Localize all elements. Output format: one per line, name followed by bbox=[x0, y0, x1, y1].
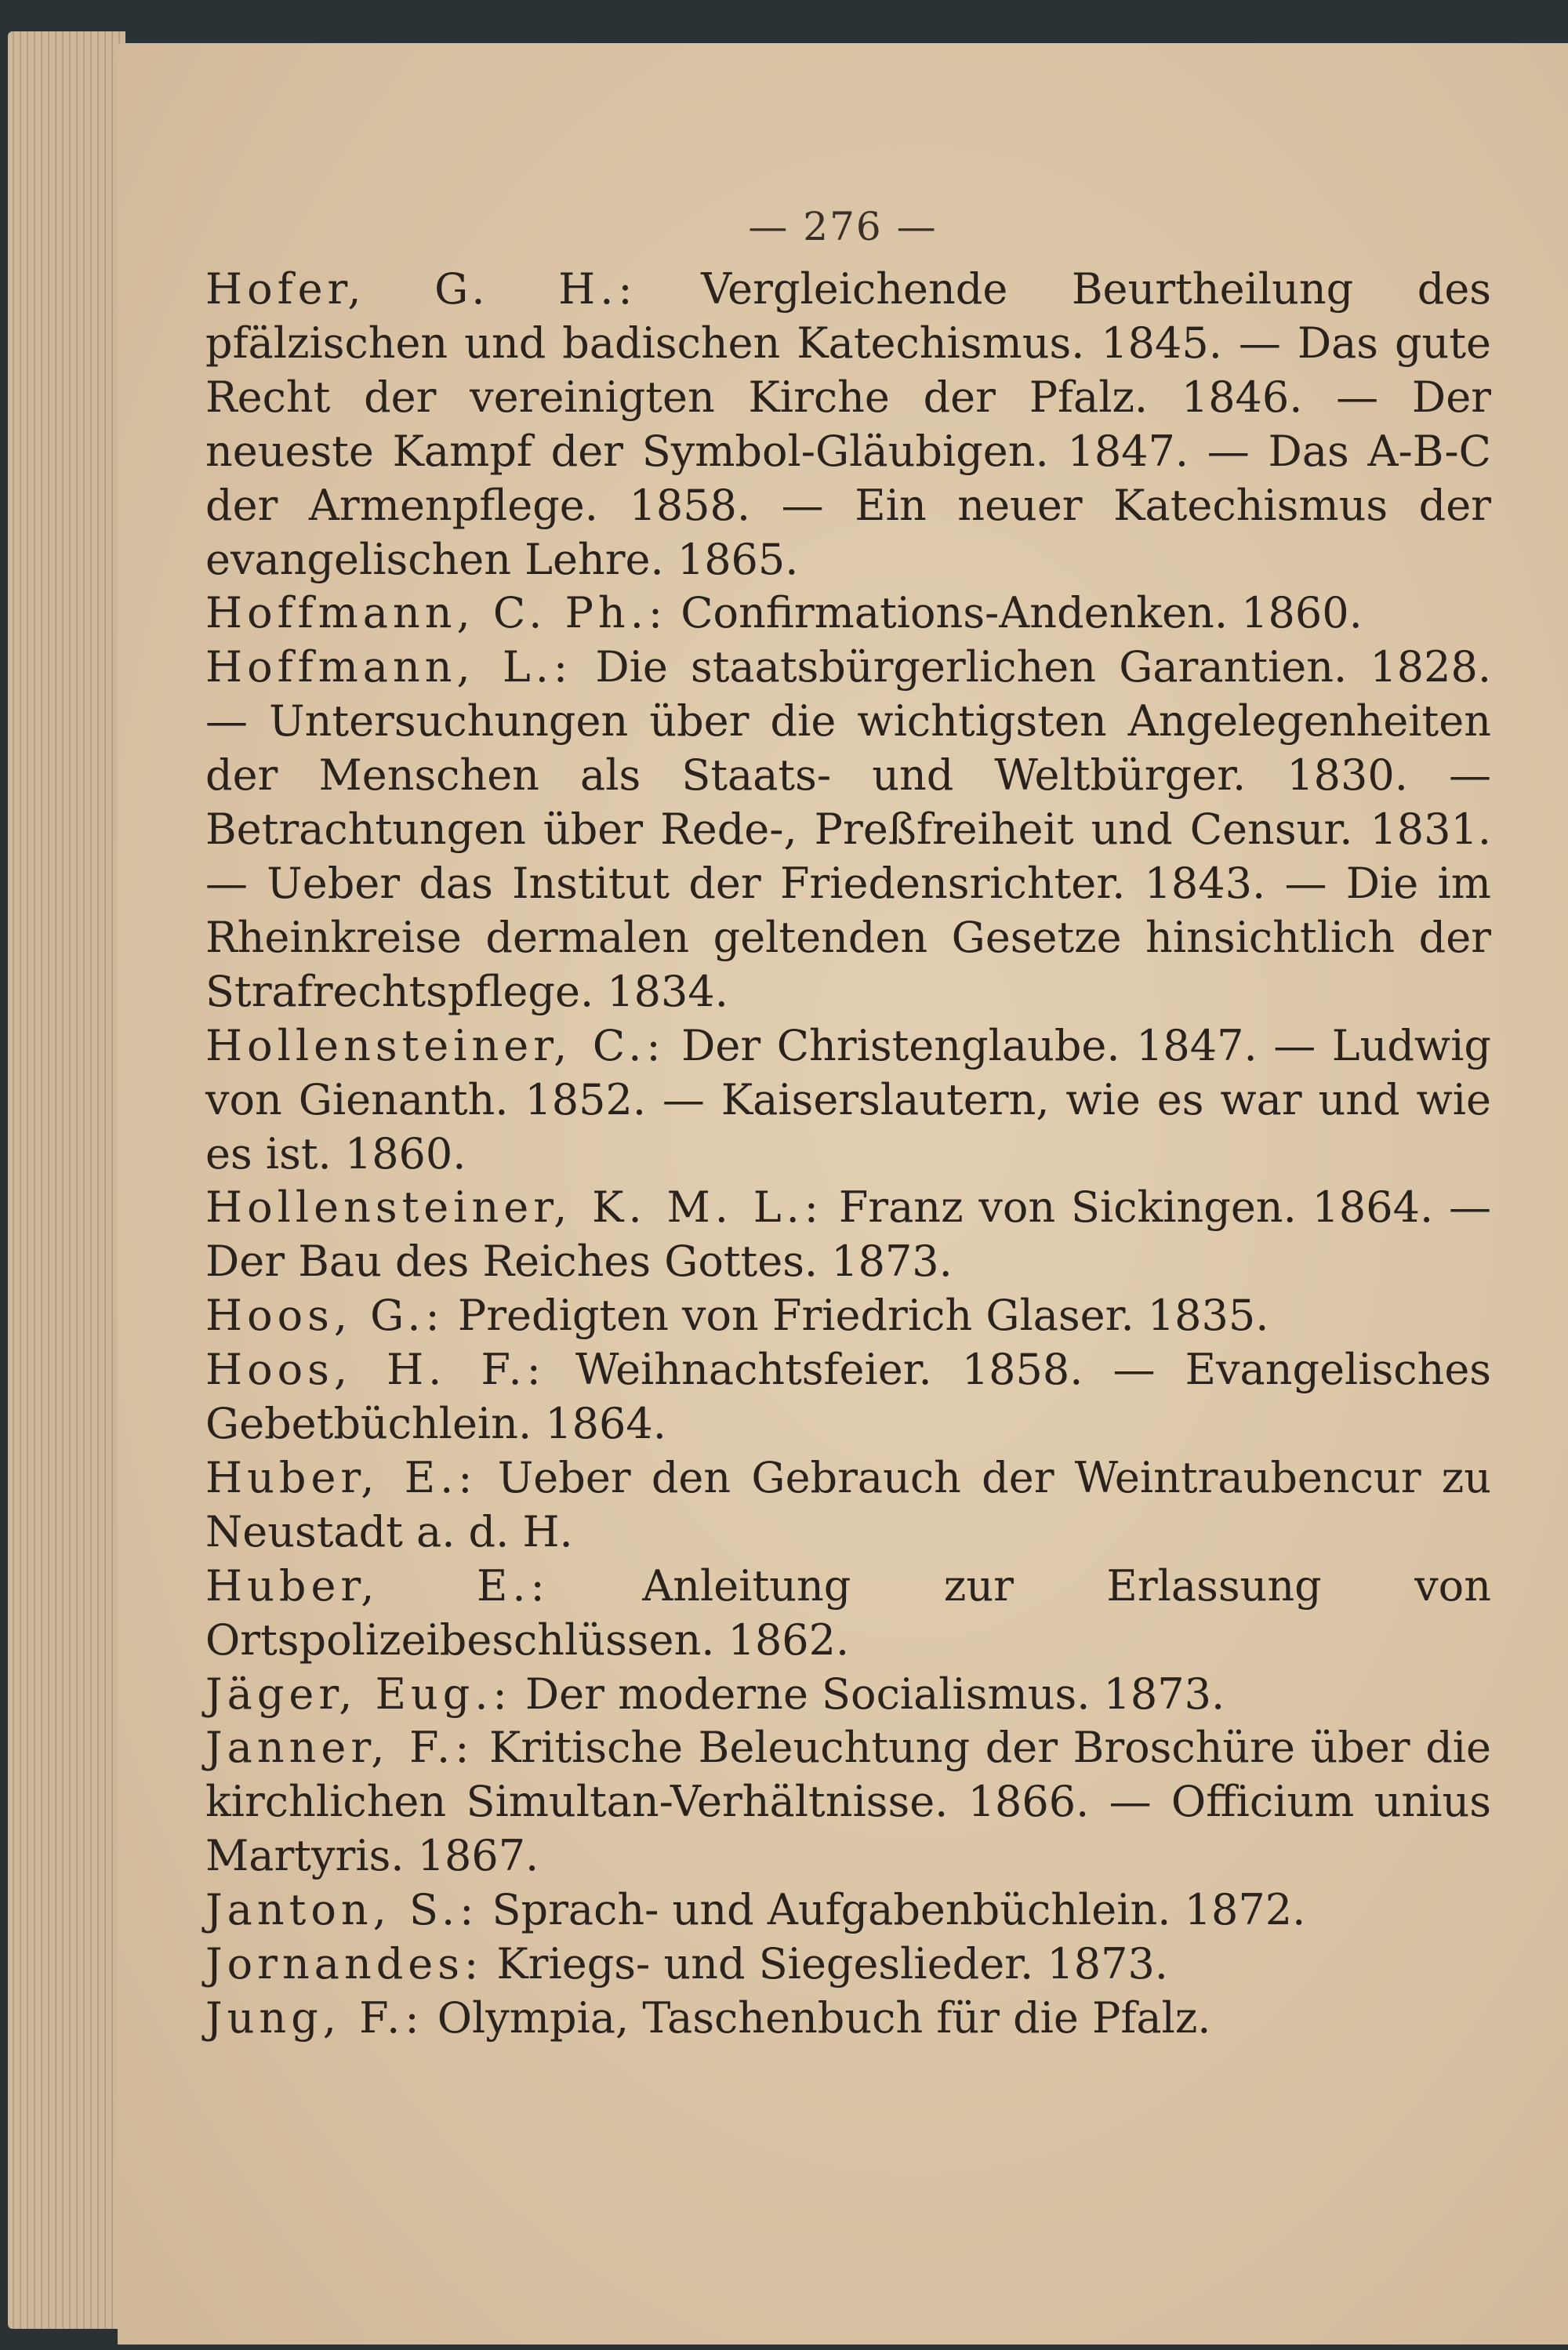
list-item bbox=[205, 1451, 1491, 1560]
entry-author: Huber, E.: bbox=[205, 1560, 550, 1611]
entry-text: Olympia, Taschenbuch für die Pfalz. bbox=[437, 1993, 1211, 2043]
entry-text: Ueber den Gebrauch der Weintraubencur zu Neustadt a. d. H. bbox=[205, 1452, 1492, 1556]
entry-author: Janner, F.: bbox=[205, 1723, 474, 1773]
list-item bbox=[205, 1560, 1491, 1668]
entry-author: Hoffmann, L.: bbox=[205, 642, 573, 692]
entry-text: Confirmations-Andenken. 1860. bbox=[681, 588, 1363, 638]
entry-text: Anleitung zur Erlassung von Ortspolizeibeschlüssen. 1862. bbox=[205, 1560, 1491, 1665]
entry-text: Der moderne Socialismus. 1873. bbox=[524, 1669, 1225, 1719]
entry-author: Janton, S.: bbox=[205, 1885, 479, 1935]
entry-author: Hofer, G. H.: bbox=[205, 264, 637, 314]
list-item bbox=[205, 641, 1491, 1019]
entry-text: Der Christenglaube. 1847. — Ludwig von Gienanth. 1852. — Kaiserslautern, wie es war und wie es ist. 1860. bbox=[205, 1020, 1491, 1179]
list-item bbox=[205, 1343, 1491, 1451]
entry-text: Kritische Beleuchtung der Broschüre über die kirchlichen Simultan-Verhältnisse. 1866. — Officium unius Martyris. 1867. bbox=[205, 1723, 1491, 1881]
entry-text: Sprach- und Aufgabenbüchlein. 1872. bbox=[492, 1885, 1306, 1935]
list-item bbox=[205, 1668, 1491, 1722]
bibliography-list bbox=[205, 263, 1491, 2046]
entry-text: Predigten von Friedrich Glaser. 1835. bbox=[457, 1291, 1269, 1341]
entry-author: Hoos, G.: bbox=[205, 1291, 445, 1341]
list-item bbox=[205, 1289, 1491, 1343]
page-edges bbox=[8, 31, 125, 2329]
list-item bbox=[205, 1992, 1491, 2046]
entry-author: Hollensteiner, K. M. L.: bbox=[205, 1182, 823, 1233]
entry-author: Hollensteiner, C.: bbox=[205, 1020, 666, 1070]
list-item bbox=[205, 1883, 1491, 1938]
list-item bbox=[205, 1938, 1491, 1992]
entry-author: Jung, F.: bbox=[205, 1993, 424, 2043]
list-item bbox=[205, 263, 1491, 587]
entry-author: Huber, E.: bbox=[205, 1452, 477, 1502]
entry-text: Die staatsbürgerlichen Garantien. 1828. — Untersuchungen über die wichtigsten Angelegenheiten der Menschen als Staats- und Weltbürger. 1830. — Betrachtungen über Rede-, Preßfreiheit und Censur. 1831. — Ueber das Institut der Friedensrichter. 1843. — Die im Rheinkreise dermalen geltenden Gesetze hinsichtlich der Strafrechtspflege. 1834. bbox=[205, 642, 1491, 1016]
entry-text: Vergleichende Beurtheilung des pfälzischen und badischen Katechismus. 1845. — Das gute Recht der vereinigten Kirche der Pfalz. 1846. — Der neueste Kampf der Symbol-Gläubigen. 1847. — Das A-B-C der Armenpflege. 1858. — Ein neuer Katechismus der evangelischen Lehre. 1865. bbox=[205, 264, 1492, 584]
list-item bbox=[205, 1721, 1491, 1883]
entry-text: Kriegs- und Siegeslieder. 1873. bbox=[496, 1939, 1168, 1989]
entry-text: Franz von Sickingen. 1864. — Der Bau des Reiches Gottes. 1873. bbox=[205, 1182, 1491, 1287]
entry-author: Hoos, H. F.: bbox=[205, 1345, 546, 1395]
list-item bbox=[205, 1181, 1491, 1289]
list-item bbox=[205, 1019, 1491, 1182]
entry-author: Jornandes: bbox=[205, 1939, 484, 1989]
entry-author: Hoffmann, C. Ph.: bbox=[205, 588, 668, 638]
list-item bbox=[205, 587, 1491, 641]
entry-author: Jäger, Eug.: bbox=[205, 1669, 512, 1719]
page-number: — 276 — bbox=[748, 204, 938, 249]
entry-text: Weihnachtsfeier. 1858. — Evangelisches Gebetbüchlein. 1864. bbox=[205, 1345, 1491, 1449]
